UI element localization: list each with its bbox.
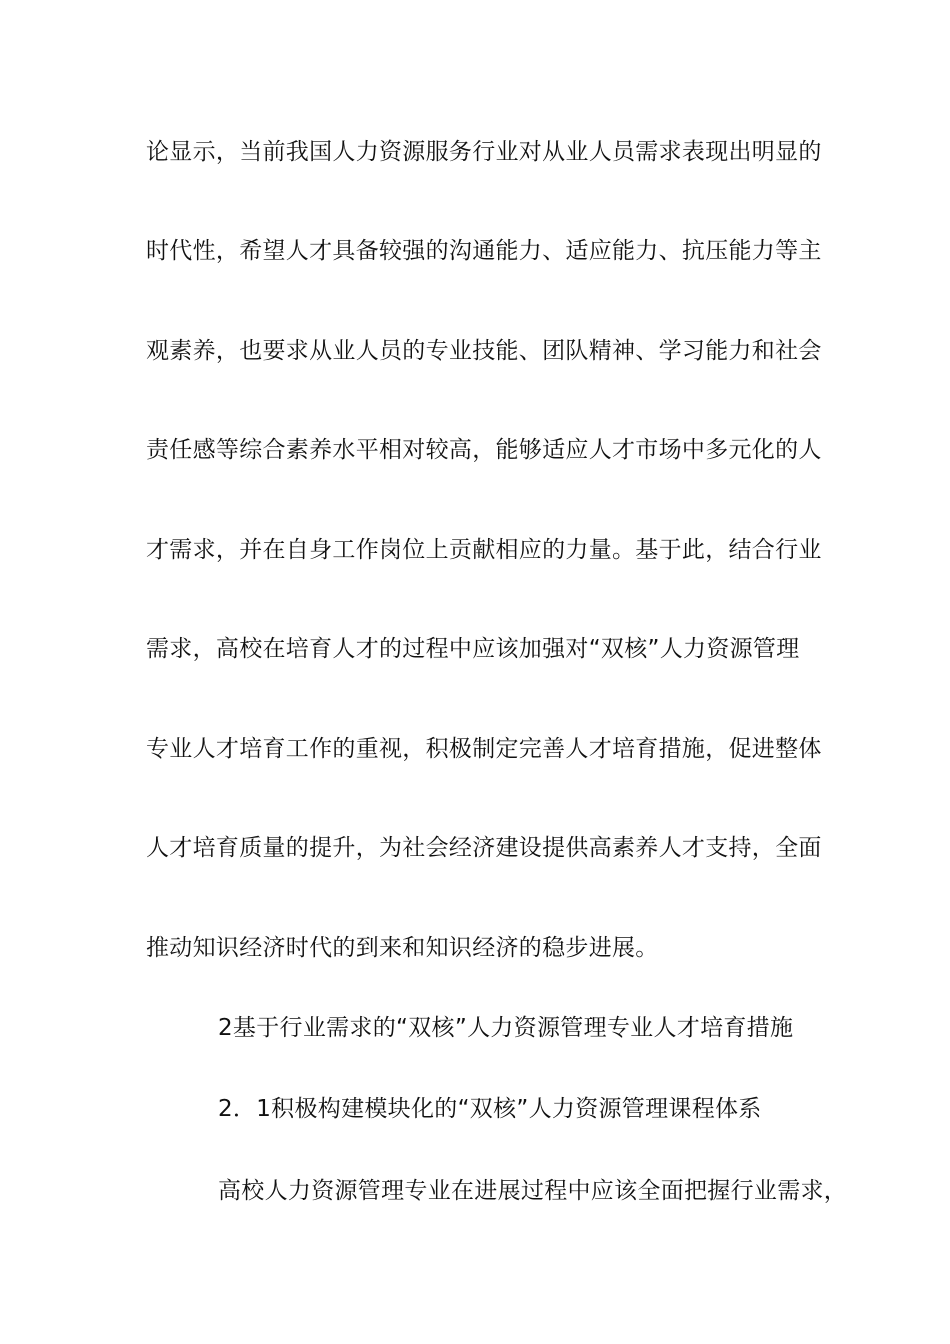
subsection-heading: 2．1积极构建模块化的“双核”人力资源管理课程体系 bbox=[218, 1096, 762, 1122]
paragraph-line-6: 需求，高校在培育人才的过程中应该加强对“双核”人力资源管理 bbox=[146, 636, 800, 662]
paragraph-line-4: 责任感等综合素养水平相对较高，能够适应人才市场中多元化的人 bbox=[146, 437, 822, 463]
paragraph-line-5: 才需求，并在自身工作岗位上贡献相应的力量。基于此，结合行业 bbox=[146, 537, 822, 563]
paragraph-line-8: 人才培育质量的提升，为社会经济建设提供高素养人才支持，全面 bbox=[146, 835, 822, 861]
paragraph-line-3: 观素养，也要求从业人员的专业技能、团队精神、学习能力和社会 bbox=[146, 338, 822, 364]
paragraph-line-2: 时代性，希望人才具备较强的沟通能力、适应能力、抗压能力等主 bbox=[146, 238, 822, 264]
paragraph-line-9: 推动知识经济时代的到来和知识经济的稳步进展。 bbox=[146, 935, 659, 961]
section-heading: 2基于行业需求的“双核”人力资源管理专业人才培育措施 bbox=[218, 1015, 794, 1041]
next-paragraph-line-1: 高校人力资源管理专业在进展过程中应该全面把握行业需求， bbox=[218, 1178, 848, 1204]
paragraph-line-7: 专业人才培育工作的重视，积极制定完善人才培育措施，促进整体 bbox=[146, 736, 822, 762]
paragraph-line-1: 论显示，当前我国人力资源服务行业对从业人员需求表现出明显的 bbox=[146, 139, 822, 165]
